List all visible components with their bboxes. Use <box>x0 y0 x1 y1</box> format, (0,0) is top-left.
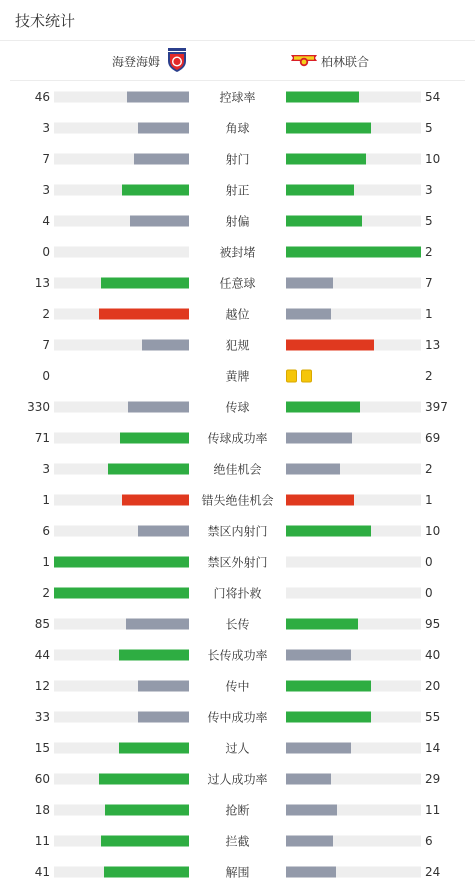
stat-label: 犯规 <box>225 338 250 352</box>
away-bar-track <box>286 494 421 505</box>
away-bar-fill <box>286 308 331 319</box>
away-stat-value: 0 <box>425 554 433 569</box>
stat-label: 拦截 <box>225 834 250 848</box>
home-stat-value: 44 <box>34 647 50 662</box>
stat-label: 越位 <box>225 307 250 321</box>
away-stat-value: 29 <box>425 771 441 786</box>
away-stat-value: 69 <box>425 430 441 445</box>
home-bar-fill <box>99 773 189 784</box>
away-bar-fill <box>286 711 371 722</box>
home-stat-value: 71 <box>34 430 50 445</box>
stat-row <box>0 267 475 298</box>
stat-label: 禁区内射门 <box>207 524 268 538</box>
stat-label: 射偏 <box>225 214 250 228</box>
home-stat-value: 6 <box>42 523 50 538</box>
home-bar-track <box>54 246 189 257</box>
home-bar-fill <box>142 339 189 350</box>
home-bar-track <box>54 680 189 691</box>
away-bar-fill <box>286 680 371 691</box>
stat-label: 传中成功率 <box>207 710 268 724</box>
home-bar-fill <box>119 649 189 660</box>
away-stat-value: 24 <box>425 864 441 879</box>
home-bar-track <box>54 618 189 629</box>
stat-label: 控球率 <box>219 90 256 104</box>
stat-row <box>0 763 475 794</box>
home-stat-value: 3 <box>42 182 50 197</box>
stat-row <box>0 236 475 267</box>
away-bar-track <box>286 742 421 753</box>
stat-label: 错失绝佳机会 <box>201 493 274 507</box>
away-bar-fill <box>286 246 421 257</box>
away-stat-value: 10 <box>425 151 441 166</box>
home-bar-fill <box>130 215 189 226</box>
away-bar-track <box>286 680 421 691</box>
away-bar-fill <box>286 742 351 753</box>
away-bar-track <box>286 246 421 257</box>
stat-row <box>0 360 475 391</box>
home-bar-track <box>54 649 189 660</box>
away-bar-track <box>286 463 421 474</box>
stat-row <box>0 546 475 577</box>
away-bar-track <box>286 277 421 288</box>
stat-row <box>0 608 475 639</box>
stat-row <box>0 391 475 422</box>
stat-label: 射正 <box>225 183 250 197</box>
away-stat-value: 1 <box>425 492 433 507</box>
home-bar-track <box>54 91 189 102</box>
stat-label: 绝佳机会 <box>213 462 262 476</box>
away-bar-track <box>286 835 421 846</box>
home-stat-value: 11 <box>34 833 50 848</box>
away-bar-track <box>286 122 421 133</box>
yellow-card-icon <box>286 369 297 382</box>
stats-header <box>0 0 475 41</box>
home-bar-track <box>54 339 189 350</box>
away-stat-value: 14 <box>425 740 441 755</box>
away-bar-fill <box>286 153 366 164</box>
stat-row <box>0 298 475 329</box>
stat-row <box>0 453 475 484</box>
away-bar-fill <box>286 835 333 846</box>
away-yellow-cards <box>286 369 312 382</box>
stat-label: 传中 <box>225 679 250 693</box>
away-bar-track <box>286 432 421 443</box>
away-bar-fill <box>286 866 336 877</box>
away-bar-fill <box>286 184 354 195</box>
away-bar-track <box>286 773 421 784</box>
stat-label: 长传 <box>225 617 250 631</box>
stat-row <box>0 484 475 515</box>
team-header <box>10 41 465 81</box>
home-stat-value: 2 <box>42 306 50 321</box>
home-bar-fill <box>134 153 189 164</box>
home-bar-fill <box>126 618 189 629</box>
away-stat-value: 3 <box>425 182 433 197</box>
away-team[interactable] <box>291 49 369 73</box>
home-stat-value: 0 <box>42 244 50 259</box>
away-bar-track <box>286 711 421 722</box>
stat-row <box>0 794 475 825</box>
away-stat-value: 95 <box>425 616 441 631</box>
stat-row <box>0 639 475 670</box>
home-stat-value: 330 <box>27 399 50 414</box>
home-stat-value: 1 <box>42 554 50 569</box>
away-team-crest-icon <box>291 53 317 70</box>
home-bar-fill <box>104 866 189 877</box>
home-stat-value: 15 <box>34 740 50 755</box>
away-bar-track <box>286 153 421 164</box>
home-stat-value: 1 <box>42 492 50 507</box>
stat-label: 门将扑救 <box>213 586 262 600</box>
home-bar-fill <box>122 494 190 505</box>
away-bar-fill <box>286 215 362 226</box>
home-bar-track <box>54 277 189 288</box>
away-bar-track <box>286 866 421 877</box>
home-bar-track <box>54 122 189 133</box>
home-bar-fill <box>119 742 189 753</box>
away-stat-value: 40 <box>425 647 441 662</box>
stat-label: 角球 <box>225 121 250 135</box>
away-stat-value: 11 <box>425 802 441 817</box>
away-bar-track <box>286 587 421 598</box>
home-bar-fill <box>105 804 189 815</box>
away-bar-track <box>286 339 421 350</box>
away-bar-track <box>286 401 421 412</box>
home-bar-track <box>54 215 189 226</box>
stat-row <box>0 577 475 608</box>
home-stat-value: 0 <box>42 368 50 383</box>
stat-label: 被封堵 <box>219 245 256 259</box>
home-bar-track <box>54 184 189 195</box>
home-stat-value: 13 <box>34 275 50 290</box>
stat-label: 长传成功率 <box>207 648 268 662</box>
home-bar-fill <box>108 463 189 474</box>
stats-list <box>0 81 475 887</box>
away-bar-track <box>286 649 421 660</box>
home-bar-fill <box>101 277 189 288</box>
away-bar-track <box>286 184 421 195</box>
home-bar-track <box>54 804 189 815</box>
stat-label: 过人成功率 <box>207 772 268 786</box>
home-stat-value: 7 <box>42 151 50 166</box>
away-bar-track <box>286 618 421 629</box>
home-bar-fill <box>120 432 189 443</box>
home-bar-track <box>54 773 189 784</box>
stat-row <box>0 856 475 887</box>
home-stat-value: 2 <box>42 585 50 600</box>
home-bar-fill <box>54 587 189 598</box>
stat-label: 解围 <box>225 865 250 879</box>
stat-label: 传球 <box>225 400 250 414</box>
home-bar-fill <box>54 556 189 567</box>
stat-row <box>0 174 475 205</box>
stat-label: 过人 <box>225 741 250 755</box>
stat-row <box>0 112 475 143</box>
home-bar-track <box>54 711 189 722</box>
stat-row <box>0 670 475 701</box>
away-stat-value: 2 <box>425 368 433 383</box>
away-stat-value: 55 <box>425 709 441 724</box>
home-bar-track <box>54 742 189 753</box>
away-bar-fill <box>286 525 371 536</box>
away-stat-value: 2 <box>425 461 433 476</box>
home-bar-fill <box>138 680 189 691</box>
away-stat-value: 397 <box>425 399 448 414</box>
home-bar-track <box>54 463 189 474</box>
home-stat-value: 60 <box>34 771 50 786</box>
away-stat-value: 54 <box>425 89 441 104</box>
home-bar-track <box>54 401 189 412</box>
away-bar-track <box>286 91 421 102</box>
home-bar-track <box>54 494 189 505</box>
home-bar-track <box>54 556 189 567</box>
home-team-crest-icon <box>166 48 188 75</box>
stat-label: 抢断 <box>225 803 250 817</box>
home-bar-track <box>54 835 189 846</box>
stat-row <box>0 329 475 360</box>
yellow-card-icon <box>301 369 312 382</box>
stat-row <box>0 81 475 112</box>
home-stat-value: 3 <box>42 120 50 135</box>
stat-label: 射门 <box>225 152 250 166</box>
stat-row <box>0 205 475 236</box>
home-bar-track <box>54 525 189 536</box>
away-bar-fill <box>286 618 358 629</box>
stat-row <box>0 701 475 732</box>
away-bar-fill <box>286 277 333 288</box>
away-stat-value: 7 <box>425 275 433 290</box>
home-stat-value: 85 <box>34 616 50 631</box>
stat-label: 禁区外射门 <box>207 555 268 569</box>
home-bar-track <box>54 153 189 164</box>
away-bar-fill <box>286 122 371 133</box>
away-bar-track <box>286 556 421 567</box>
away-stat-value: 13 <box>425 337 441 352</box>
home-stat-value: 7 <box>42 337 50 352</box>
away-stat-value: 0 <box>425 585 433 600</box>
home-bar-fill <box>138 711 189 722</box>
away-bar-fill <box>286 339 374 350</box>
home-bar-track <box>54 432 189 443</box>
home-bar-fill <box>101 835 189 846</box>
home-stat-value: 4 <box>42 213 50 228</box>
away-stat-value: 10 <box>425 523 441 538</box>
away-bar-track <box>286 215 421 226</box>
stat-row <box>0 732 475 763</box>
home-bar-fill <box>138 525 189 536</box>
home-team[interactable] <box>112 49 188 73</box>
away-bar-fill <box>286 91 359 102</box>
home-bar-fill <box>122 184 190 195</box>
away-stat-value: 20 <box>425 678 441 693</box>
stat-row <box>0 143 475 174</box>
home-bar-track <box>54 866 189 877</box>
away-stat-value: 6 <box>425 833 433 848</box>
away-stat-value: 5 <box>425 120 433 135</box>
home-stat-value: 41 <box>34 864 50 879</box>
away-team-name: 柏林联合 <box>321 54 370 69</box>
page-title: 技术统计 <box>15 11 76 30</box>
home-stat-value: 18 <box>34 802 50 817</box>
home-bar-fill <box>99 308 189 319</box>
away-stat-value: 1 <box>425 306 433 321</box>
stat-label: 黄牌 <box>225 369 250 383</box>
away-bar-fill <box>286 773 331 784</box>
away-bar-fill <box>286 649 351 660</box>
home-bar-track <box>54 587 189 598</box>
home-stat-value: 3 <box>42 461 50 476</box>
away-bar-fill <box>286 401 360 412</box>
away-bar-track <box>286 308 421 319</box>
stat-label: 任意球 <box>219 276 256 290</box>
home-stat-value: 12 <box>34 678 50 693</box>
stat-row <box>0 515 475 546</box>
stat-label: 传球成功率 <box>207 431 268 445</box>
away-stat-value: 5 <box>425 213 433 228</box>
away-bar-fill <box>286 804 337 815</box>
home-bar-fill <box>127 91 189 102</box>
stat-row <box>0 422 475 453</box>
home-bar-track <box>54 308 189 319</box>
away-bar-fill <box>286 432 352 443</box>
home-bar-fill <box>138 122 189 133</box>
stat-row <box>0 825 475 856</box>
away-bar-fill <box>286 463 340 474</box>
away-bar-track <box>286 804 421 815</box>
home-stat-value: 46 <box>34 89 50 104</box>
away-bar-track <box>286 525 421 536</box>
away-stat-value: 2 <box>425 244 433 259</box>
home-team-name: 海登海姆 <box>111 54 160 69</box>
away-bar-fill <box>286 494 354 505</box>
home-bar-fill <box>128 401 189 412</box>
home-stat-value: 33 <box>34 709 50 724</box>
